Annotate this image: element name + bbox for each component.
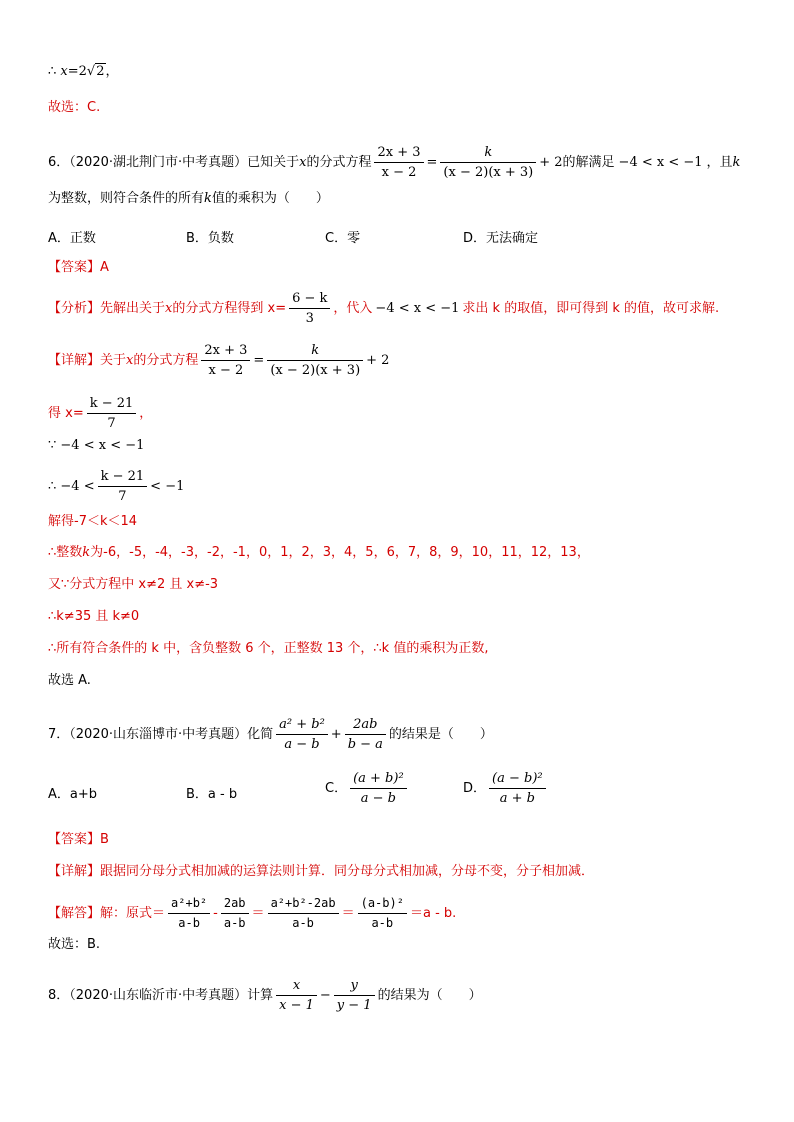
fraction-option-c: $\frac{\text{(a + b)²}}{a - b}$: [350, 770, 407, 807]
fraction-k21-over-7-ineq: $\frac{k - 21}{7}$: [98, 468, 148, 505]
q7-option-b: B．a - b: [186, 787, 238, 802]
because-line: ∵ −4 < x < −1: [48, 438, 145, 453]
solve-line: 解得-7＜k＜14: [48, 514, 138, 529]
also-line: 又∵分式方程中 x≠2 且 x≠-3: [48, 577, 219, 592]
q7-option-c: C． $\frac{\text{(a + b)²}}{a - b}$: [325, 770, 410, 807]
fraction-x-over-x1: $\frac{x}{x - 1}$: [276, 977, 317, 1014]
sqrt-symbol: √2: [86, 64, 105, 79]
detail-6: 【详解】关于x的分式方程 $\frac{2x + 3}{x - 2}$ = $\frac{k}{(x - 2)(x + 3)}$ + 2: [48, 343, 390, 378]
analysis-6: 【分析】先解出关于x的分式方程得到 x= $\frac{6 - k}{3}$ ，代入 −4 < x < −1 求出 k 的取值，即可得到 k 的值，故可求解.: [48, 291, 720, 326]
q7-option-d: D． $\frac{\text{(a − b)²}}{a + b}$: [463, 770, 549, 807]
fraction-y-over-y1: $\frac{y}{y - 1}$: [334, 977, 375, 1014]
question-6-stem-line2: 为整数，则符合条件的所有k值的乘积为（ ）: [48, 191, 329, 206]
get-x-line: 得 x= $\frac{k - 21}{7}$ ，: [48, 396, 153, 431]
detail-7: 【详解】跟据同分母分式相加减的运算法则计算．同分母分式相加减，分母不变，分子相加减．: [48, 864, 595, 879]
option-c: C．零: [325, 231, 361, 246]
k-not-equal-line: ∴k≠35 且 k≠0: [48, 609, 140, 624]
solution-fraction-4: $\frac{\text{(a-b)²}}{a-b}$: [358, 895, 407, 932]
answer-6: 【答案】A: [48, 260, 109, 275]
solution-fraction-3: $\frac{\text{a²+b²-2ab}}{a-b}$: [268, 895, 339, 932]
answer-7: 【答案】B: [48, 832, 109, 847]
fraction-2x3-over-x2: $\frac{2x + 3}{x - 2}$: [374, 144, 423, 181]
solution-fraction-1: $\frac{\text{a²+b²}}{a-b}$: [168, 895, 210, 932]
option-a: A．正数: [48, 231, 96, 246]
fraction-2ab-over-ba: $\frac{2ab}{b - a}$: [345, 716, 386, 753]
question-6-stem: 6．（2020·湖北荆门市·中考真题）已知关于x的分式方程 $\frac{2x + 3}{x - 2}$ = $\frac{k}{(x - 2)(x + 3)}$ + 2的解满足 −4 < x < −1 ，且k: [48, 145, 741, 180]
option-b: B．负数: [186, 231, 234, 246]
question-7-stem: 7．（2020·山东淄博市·中考真题）化简 $\frac{\text{a² + b²}}{a - b}$ + $\frac{2ab}{b - a}$ 的结果是（ ）: [48, 717, 493, 752]
line-therefore-x: ∴ x=2√2，: [48, 62, 119, 82]
fraction-k21-over-7: $\frac{k - 21}{7}$: [87, 395, 137, 432]
choose-a-line: 故选 A.: [48, 673, 91, 688]
conclusion-line: ∴所有符合条件的 k 中，含负整数 6 个，正整数 13 个，∴k 值的乘积为正数,: [48, 641, 489, 656]
question-8-stem: 8．（2020·山东临沂市·中考真题）计算 $\frac{x}{x - 1}$ − $\frac{y}{y - 1}$ 的结果为（ ）: [48, 978, 482, 1013]
choice-line-c: 故选：C.: [48, 100, 101, 115]
fraction-k-over-product-detail: $\frac{k}{(x - 2)(x + 3)}$: [267, 342, 363, 379]
fraction-6k-over-3: $\frac{6 - k}{3}$: [289, 290, 330, 327]
choose-b-line: 故选：B.: [48, 937, 101, 952]
solution-7: 【解答】解：原式＝ $\frac{\text{a²+b²}}{a-b}$ - $\frac{2ab}{a-b}$ ＝ $\frac{\text{a²+b²-2ab}}{a-b}$ ＝ $\frac{\text{(a-b)²}}{a-b}$ ＝a - b.: [48, 896, 457, 930]
therefore-inequality: ∴ −4 < $\frac{k - 21}{7}$ < −1: [48, 469, 185, 504]
integers-line: ∴整数k为-6，-5，-4，-3，-2，-1，0，1，2，3，4，5，6，7，8，9，10，11，12，13，: [48, 545, 590, 560]
solution-fraction-2: $\frac{2ab}{a-b}$: [221, 895, 249, 932]
fraction-a2b2-over-ab: $\frac{\text{a² + b²}}{a - b}$: [276, 716, 328, 753]
option-d: D．无法确定: [463, 231, 539, 246]
fraction-option-d: $\frac{\text{(a − b)²}}{a + b}$: [489, 770, 546, 807]
q7-option-a: A．a+b: [48, 787, 98, 802]
fraction-k-over-product: $\frac{k}{(x - 2)(x + 3)}$: [440, 144, 536, 181]
fraction-2x3-over-x2-detail: $\frac{2x + 3}{x - 2}$: [201, 342, 250, 379]
